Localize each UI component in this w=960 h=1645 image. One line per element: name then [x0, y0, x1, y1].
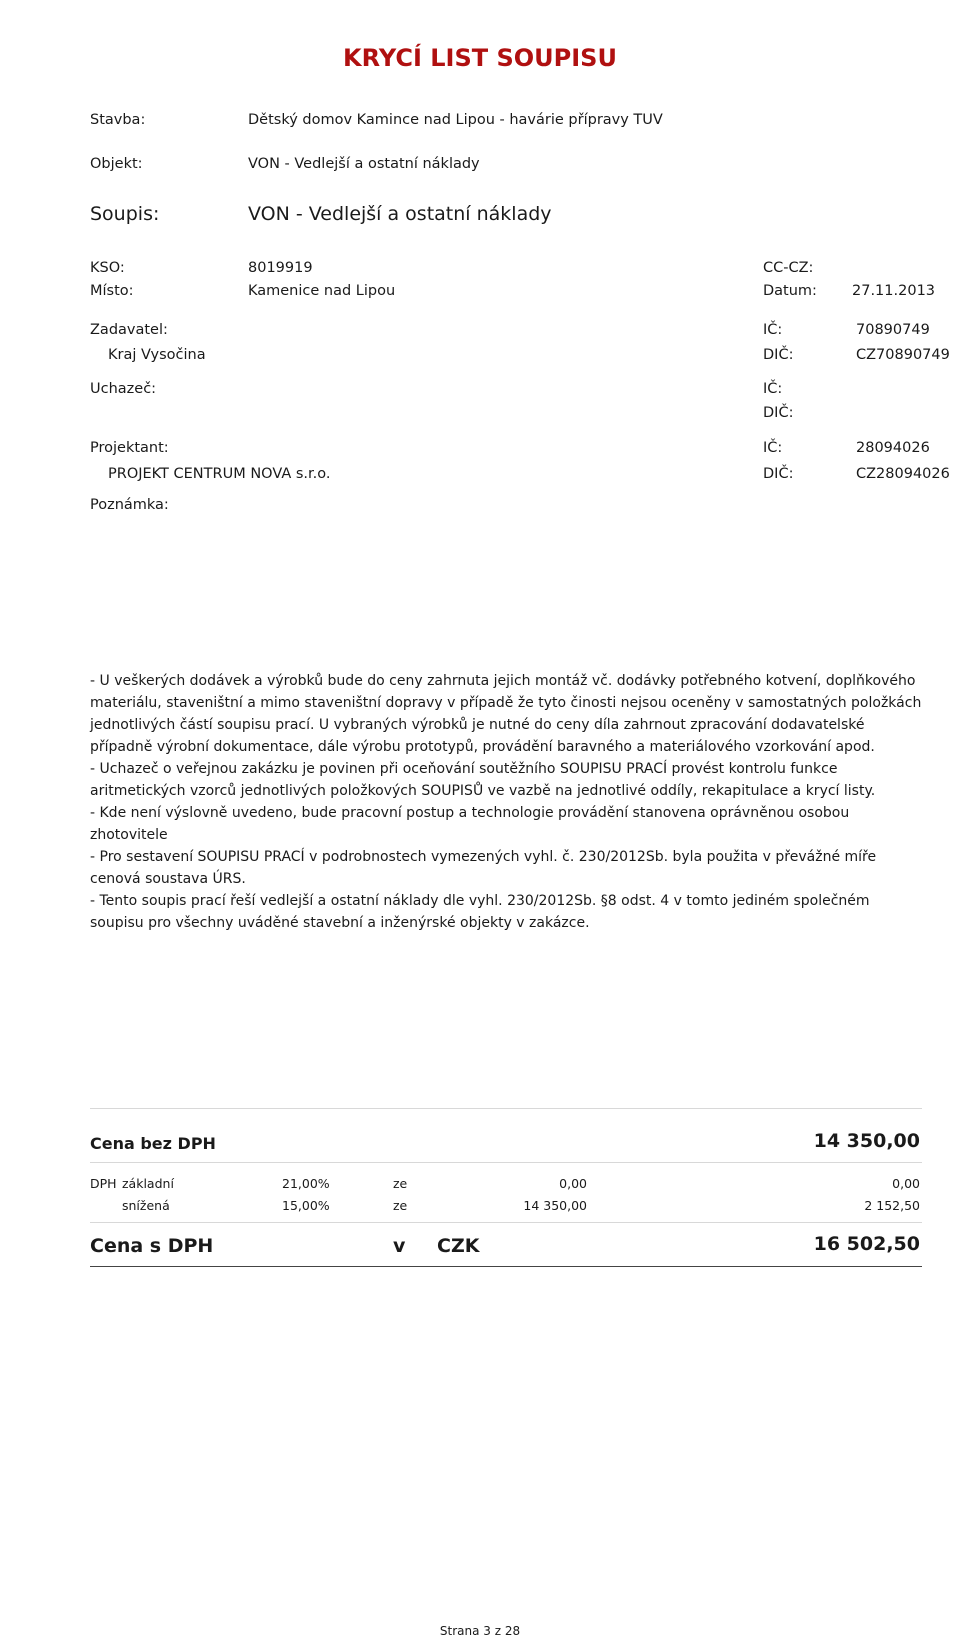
- kso-label: KSO:: [90, 260, 125, 276]
- zakladni-ze: ze: [393, 1176, 408, 1191]
- projektant-ic-value: 28094026: [856, 440, 930, 456]
- note-item: - Kde není výslovně uvedeno, bude pracovní postup a technologie provádění stanovena oprávněnou osobou zhotovitele: [90, 805, 850, 843]
- zakladni-base: 0,00: [559, 1176, 587, 1191]
- zakladni-rate: 21,00%: [282, 1176, 330, 1191]
- snizena-label: snížená: [122, 1198, 170, 1213]
- uchazec-ic-label: IČ:: [763, 381, 783, 397]
- objekt-label: Objekt:: [90, 156, 143, 172]
- uchazec-label: Uchazeč:: [90, 381, 157, 397]
- zakladni-value: 0,00: [892, 1176, 920, 1191]
- zadavatel-dic-label: DIČ:: [763, 347, 794, 363]
- zadavatel-name: Kraj Vysočina: [108, 347, 206, 363]
- projektant-name: PROJEKT CENTRUM NOVA s.r.o.: [108, 466, 331, 482]
- zakladni-label: základní: [122, 1176, 174, 1191]
- zadavatel-label: Zadavatel:: [90, 322, 168, 338]
- snizena-base: 14 350,00: [523, 1198, 587, 1213]
- zadavatel-dic-value: CZ70890749: [856, 347, 950, 363]
- projektant-dic-label: DIČ:: [763, 466, 794, 482]
- note-item: - Pro sestavení SOUPISU PRACÍ v podrobnostech vymezených vyhl. č. 230/2012Sb. byla použita v převážné míře cenová soustava ÚRS.: [90, 849, 877, 887]
- datum-value: 27.11.2013: [852, 283, 936, 299]
- dph-label: DPH: [90, 1176, 117, 1191]
- currency: CZK: [437, 1235, 480, 1257]
- cena-s-dph-value: 16 502,50: [813, 1233, 920, 1255]
- v-label: v: [393, 1235, 406, 1257]
- snizena-ze: ze: [393, 1198, 408, 1213]
- soupis-value: VON - Vedlejší a ostatní náklady: [248, 203, 552, 225]
- datum-label: Datum:: [763, 283, 817, 299]
- projektant-ic-label: IČ:: [763, 440, 783, 456]
- uchazec-dic-label: DIČ:: [763, 405, 794, 421]
- cc-cz-label: CC-CZ:: [763, 260, 814, 276]
- soupis-label: Soupis:: [90, 203, 160, 225]
- misto-label: Místo:: [90, 283, 134, 299]
- cena-s-dph-label: Cena s DPH: [90, 1235, 214, 1257]
- misto-value: Kamenice nad Lipou: [248, 283, 396, 299]
- summary-divider: [90, 1162, 922, 1163]
- page-footer: Strana 3 z 28: [439, 1624, 521, 1638]
- zadavatel-ic-value: 70890749: [856, 322, 930, 338]
- objekt-value: VON - Vedlejší a ostatní náklady: [248, 156, 480, 172]
- snizena-value: 2 152,50: [864, 1198, 920, 1213]
- cena-bez-dph-value: 14 350,00: [813, 1130, 920, 1152]
- poznamka-label: Poznámka:: [90, 497, 169, 513]
- summary-divider: [90, 1222, 922, 1223]
- stavba-label: Stavba:: [90, 112, 146, 128]
- kso-value: 8019919: [248, 260, 313, 276]
- cena-bez-dph-label: Cena bez DPH: [90, 1134, 216, 1153]
- zadavatel-ic-label: IČ:: [763, 322, 783, 338]
- projektant-label: Projektant:: [90, 440, 169, 456]
- note-item: - U veškerých dodávek a výrobků bude do ceny zahrnuta jejich montáž vč. dodávky potřebného kotvení, doplňkového materiálu, staveništní a mimo staveništní dopravy v případě že tyto činosti nejsou oceněny v samostatných položkách jednotlivých částí soupisu prací. U vybraných výrobků je nutné do ceny díla zahrnout zpracování dodavatelské případně výrobní dokumentace, dále výrobu prototypů, provádění baravného a materiálového vzorkování apod.: [90, 673, 922, 755]
- note-item: - Tento soupis prací řeší vedlejší a ostatní náklady dle vyhl. 230/2012Sb. §8 odst. 4 v tomto jediném společném soupisu pro všechny uváděné stavební a inženýrské objekty v zakázce.: [90, 893, 870, 931]
- summary-divider: [90, 1108, 922, 1109]
- summary-bottom-rule: [90, 1266, 922, 1267]
- note-item: - Uchazeč o veřejnou zakázku je povinen při oceňování soutěžního SOUPISU PRACÍ provést kontrolu funkce aritmetických vzorců jednotlivých položkových SOUPISŮ ve vazbě na jednotlivé oddíly, rekapitulace a krycí listy.: [90, 761, 876, 799]
- snizena-rate: 15,00%: [282, 1198, 330, 1213]
- stavba-value: Dětský domov Kaminсe nad Lipou - havárie přípravy TUV: [248, 112, 663, 128]
- page-title: KRYCÍ LIST SOUPISU: [343, 44, 617, 72]
- notes-block: [90, 670, 925, 934]
- projektant-dic-value: CZ28094026: [856, 466, 950, 482]
